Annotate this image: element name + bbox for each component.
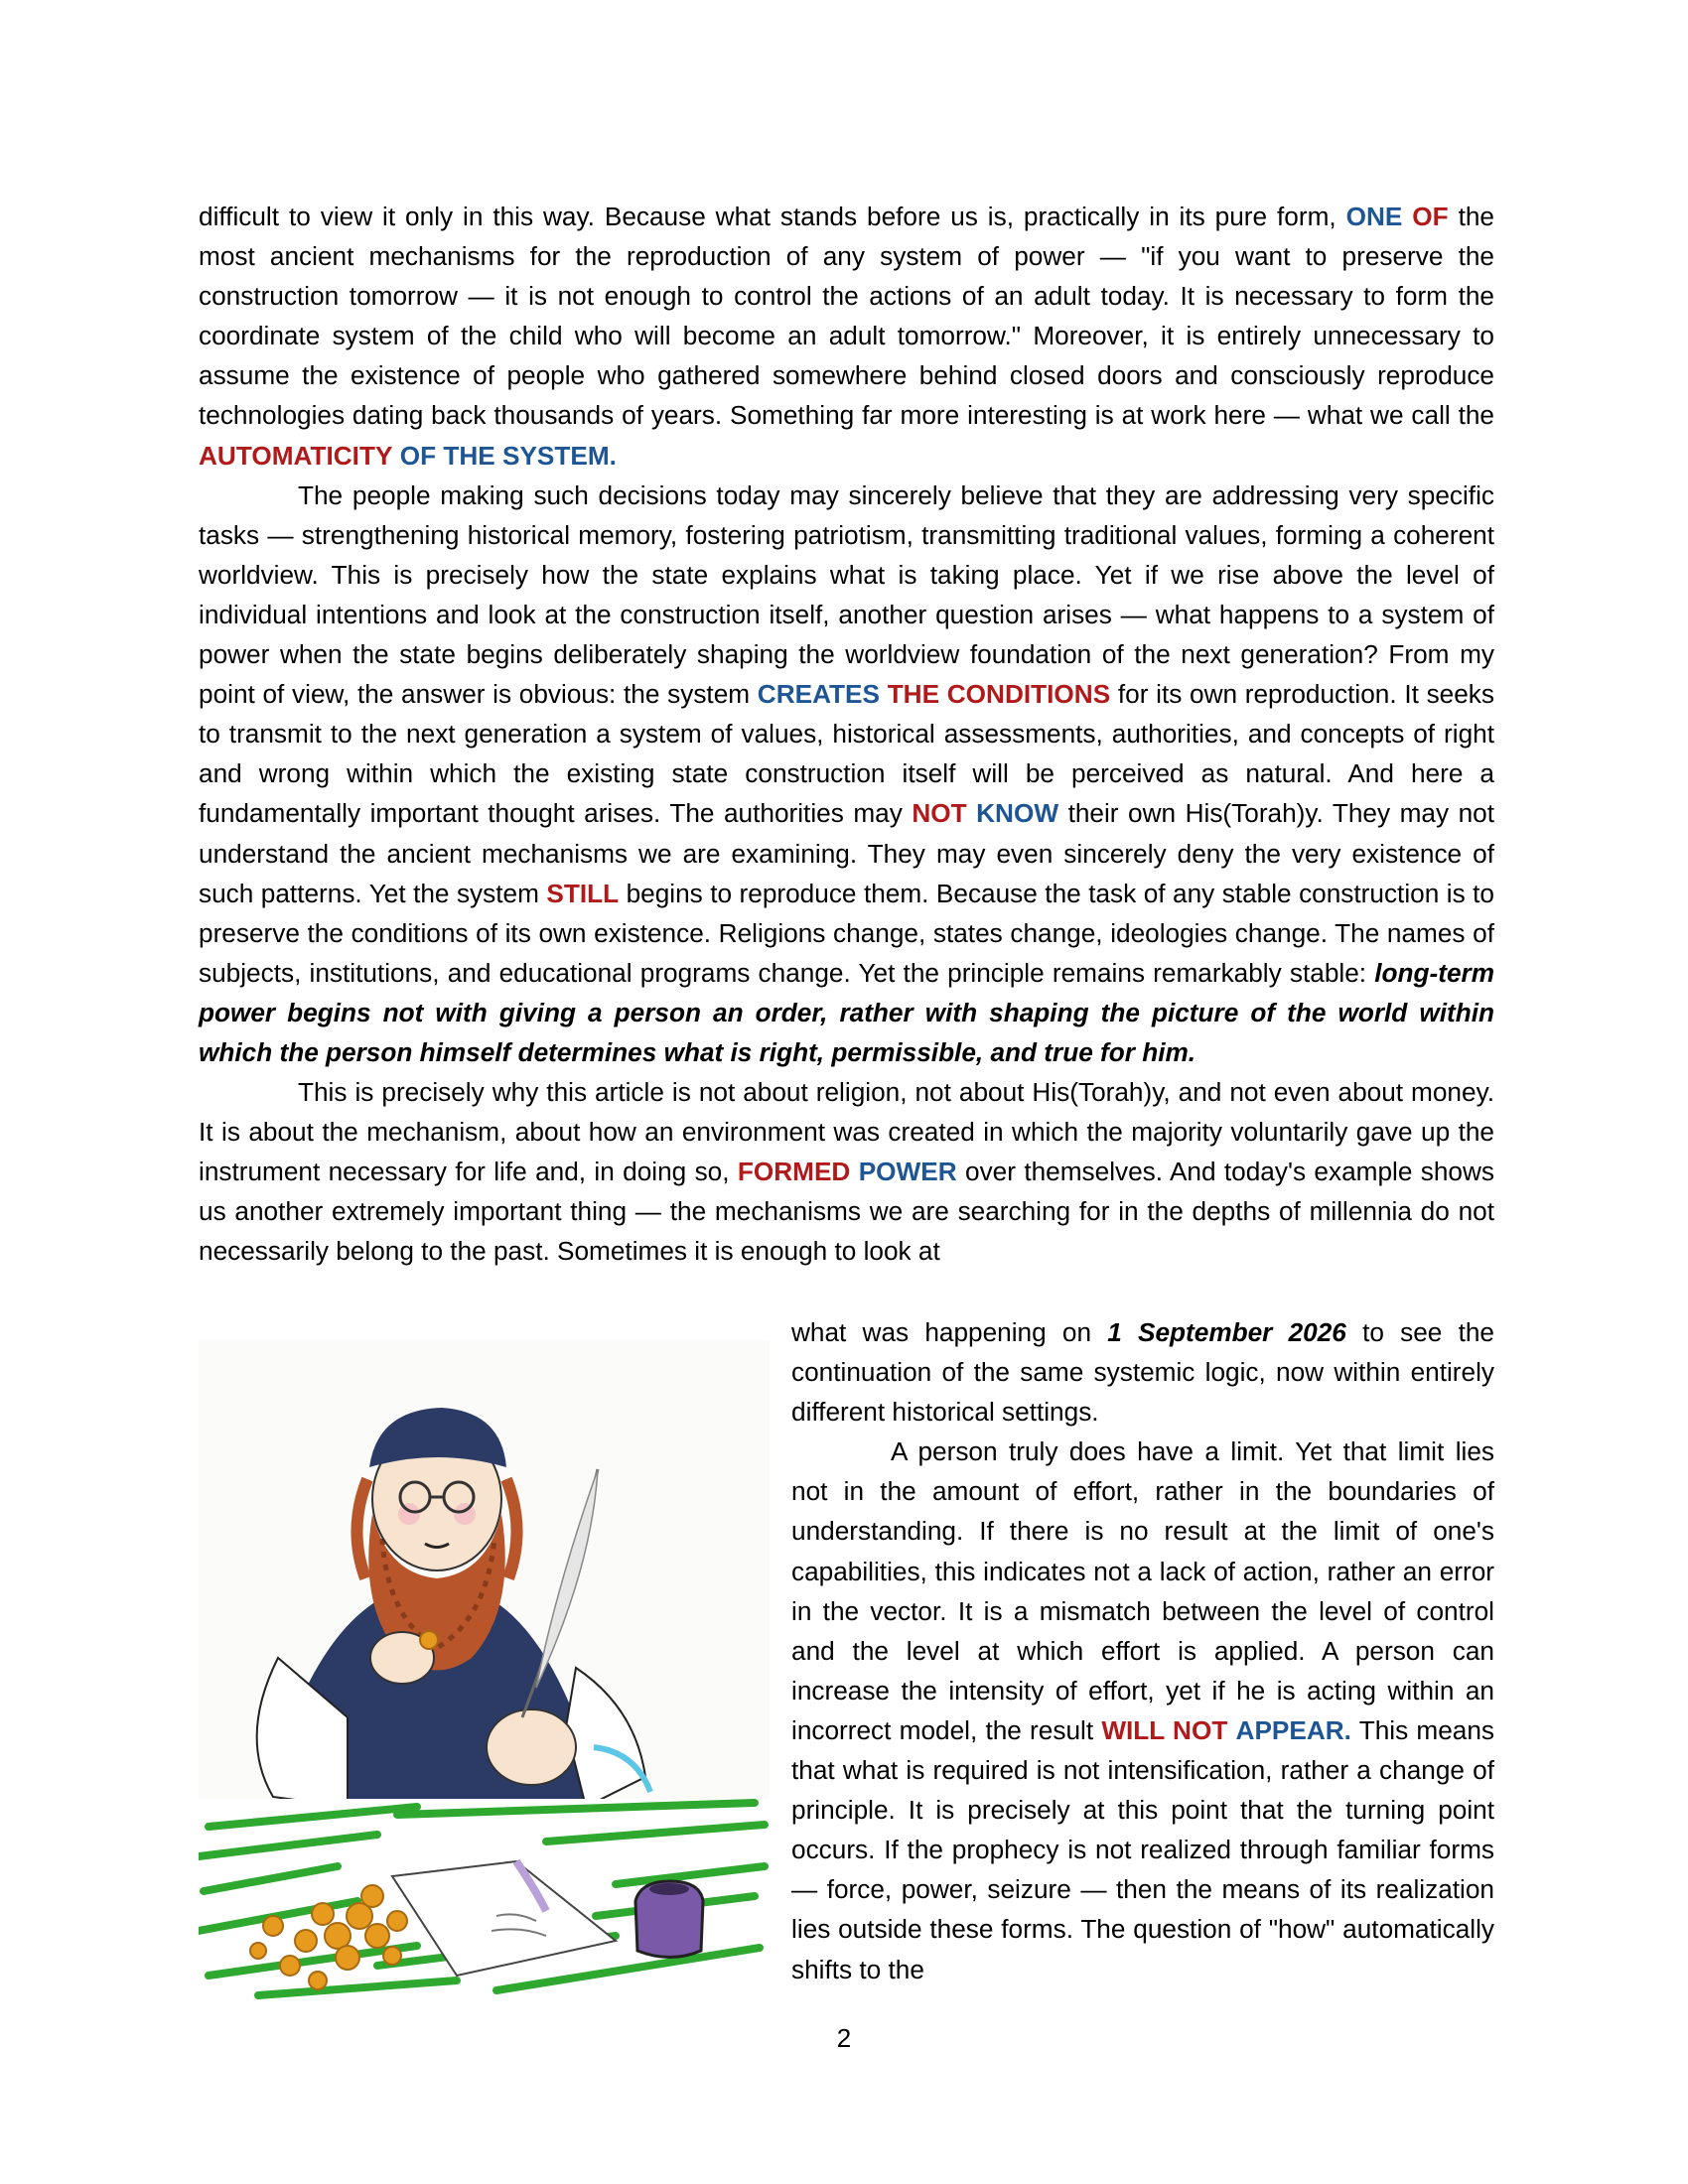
highlight-red: OF <box>1412 202 1449 231</box>
highlight-blue: KNOW <box>976 798 1059 829</box>
page-body <box>199 197 1494 1272</box>
highlight-red: AUTOMATICITY <box>199 440 393 471</box>
text-run: A person truly does have a limit. Yet that limit lies not in the amount of effort, rather in the boundaries of understanding. If there is no result at the limit of one's capabilities, this indicates not a lack of action, rather an error in the vector. It is a mismatch between the level of control and the level at which effort is applied. A person can increase the intensity of effort, yet if he is acting within an incorrect model, the result <box>791 1436 1494 1745</box>
text-run: The people making such decisions today may sincerely believe that they are addressing very specific tasks — strengthening historical memory, fostering patriotism, transmitting traditional values, forming a coherent worldview. This is precisely how the state explains what is taking place. Yet if we rise above the level of individual intentions and look at the construction itself, another question arises — what happens to a system of power when the state begins deliberately shaping the worldview foundation of the next generation? From my point of view, the answer is obvious: the system <box>199 479 1494 710</box>
highlight-red: STILL <box>546 878 620 908</box>
highlight-blue: CREATES <box>757 679 880 710</box>
text-run: begins to reproduce them. Because the task of any stable construction is to preserve the conditions of its own existence. Religions change, states change, ideologies change. The names of subjects, institutions, and educational programs change. Yet the principle remains remarkably stable: <box>199 878 1494 988</box>
text-run: difficult to view it only in this way. Because what stands before us is, practically in its pure form, <box>199 202 1346 231</box>
emphasis-text: long-term power begins not with giving a person an order, rather with shaping the picture of the world within which the person himself determines what is right, permissible, and true for him. <box>199 957 1494 1067</box>
paragraph-1 <box>199 197 1494 476</box>
text-run: This means that what is required is not intensification, rather a change of principle. It is precisely at this point that the turning point occurs. If the prophecy is not realized through familiar forms — force, power, seizure — then the means of its realization lies outside these forms. The question of "how" automatically shifts to the <box>791 1714 1494 1984</box>
date-emphasis: 1 September 2026 <box>1107 1317 1346 1347</box>
highlight-red: FORMED <box>737 1157 851 1187</box>
text-run: what was happening on <box>791 1317 1108 1347</box>
highlight-red: WILL NOT <box>1101 1714 1228 1745</box>
text-run: to see the continuation of the same systemic logic, now within entirely different historical settings. <box>791 1317 1494 1428</box>
text-run: This is precisely why this article is not about religion, not about His(Torah)y, and not even about money. It is about the mechanism, about how an environment was created in which the majority voluntarily gave up the instrument necessary for life and, in doing so, <box>199 1077 1494 1187</box>
text-run: over themselves. And today's example shows us another extremely important thing — the mechanisms we are searching for in the depths of millennia do not necessarily belong to the past. Sometimes it is enough to look at <box>199 1157 1494 1267</box>
highlight-blue: APPEAR. <box>1235 1714 1351 1745</box>
text-run: their own His(Torah)y. They may not understand the ancient mechanisms we are examining. They may even sincerely deny the very existence of such patterns. Yet the system <box>199 798 1494 908</box>
paragraph-3 <box>199 1072 1494 1271</box>
text-run: for its own reproduction. It seeks to transmit to the next generation a system of values, historical assessments, authorities, and concepts of right and wrong within which the existing state construction itself will be perceived as natural. And here a fundamentally important thought arises. The authorities may <box>199 679 1494 829</box>
highlight-blue: OF THE SYSTEM. <box>399 440 617 471</box>
illustration-scribe <box>199 1340 770 2000</box>
highlight-blue: ONE <box>1345 202 1403 231</box>
page-number: 2 <box>836 2023 852 2053</box>
highlight-blue: POWER <box>858 1157 957 1187</box>
text-run: the most ancient mechanisms for the reproduction of any system of power — "if you want to preserve the construction tomorrow — it is not enough to control the actions of an adult today. It is necessary to form the coordinate system of the child who will become an adult tomorrow." Moreover, it is entirely unnecessary to assume the existence of people who gathered somewhere behind closed doors and consciously reproduce technologies dating back thousands of years. Something far more interesting is at work here — what we call the <box>199 202 1494 431</box>
paragraph-2 <box>199 476 1494 1072</box>
highlight-red: NOT <box>912 798 967 829</box>
scribe-drawing <box>199 1340 770 2000</box>
highlight-red: THE CONDITIONS <box>887 679 1111 710</box>
figure-wrap-section <box>199 1312 1494 2000</box>
